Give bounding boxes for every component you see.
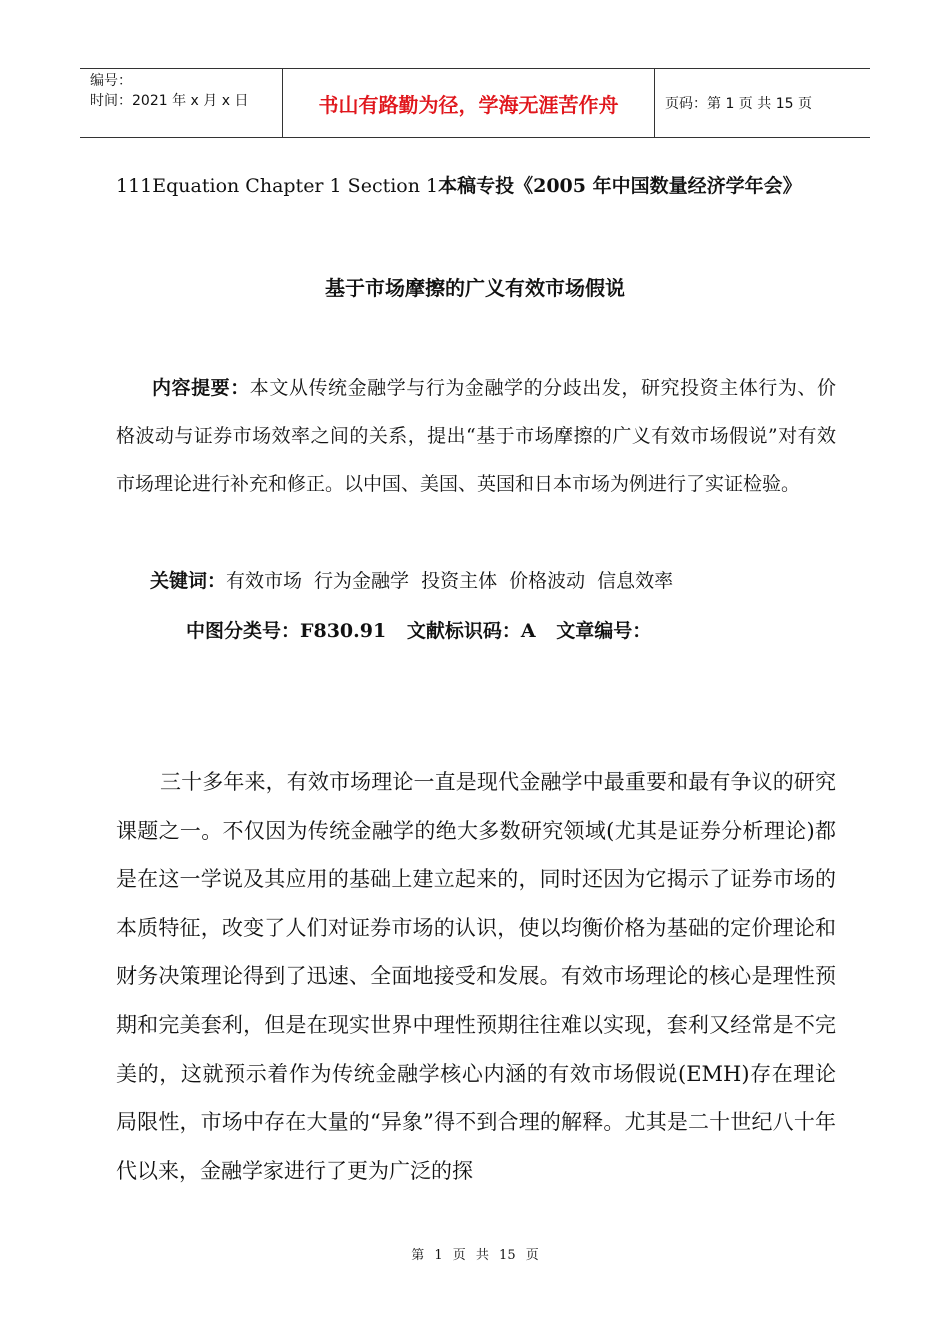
document-code: 文献标识码：A	[406, 620, 536, 642]
keywords-label: 关键词：	[150, 570, 227, 592]
header-motto: 书山有路勤为径，学海无涯苦作舟	[282, 69, 655, 137]
header-page-info: 页码：第 1 页 共 15 页	[665, 96, 812, 112]
header-time-label: 时间：2021 年 x 月 x 日	[90, 93, 249, 109]
conference-note: 本稿专投《2005 年中国数量经济学年会》	[438, 175, 802, 197]
document-header	[80, 68, 870, 138]
page-footer: 第 1 页 共 15 页	[411, 1248, 539, 1263]
abstract-label: 内容提要：	[152, 377, 250, 399]
abstract	[116, 364, 836, 508]
clc-number: 中图分类号：F830.91	[186, 620, 387, 642]
body-paragraph: 三十多年来，有效市场理论一直是现代金融学中最重要和最有争议的研究课题之一。不仅因为传统金融学的绝大多数研究领域(尤其是证券分析理论)都是在这一学说及其应用的基础上建立起来的，同时还因为它揭示了证券市场的本质特征，改变了人们对证券市场的认识，使以均衡价格为基础的定价理论和财务决策理论得到了迅速、全面地接受和发展。有效市场理论的核心是理性预期和完美套利，但是在现实世界中理性预期往往难以实现，套利又经常是不完美的，这就预示着作为传统金融学核心内涵的有效市场假说(EMH)存在理论局限性，市场中存在大量的“异象”得不到合理的解释。尤其是二十世纪八十年代以来，金融学家进行了更为广泛的探	[116, 770, 836, 1183]
conference-line	[116, 171, 856, 198]
header-number-label: 编号：	[90, 73, 132, 89]
keywords	[150, 566, 673, 593]
keywords-text: 有效市场 行为金融学 投资主体 价格波动 信息效率	[226, 570, 674, 592]
abstract-text: 本文从传统金融学与行为金融学的分歧出发，研究投资主体行为、价格波动与证券市场效率之间的关系，提出“基于市场摩擦的广义有效市场假说”对有效市场理论进行补充和修正。以中国、美国、英国和日本市场为例进行了实证检验。	[116, 377, 836, 495]
equation-field-prefix: 111Equation Chapter 1 Section 1	[116, 175, 439, 197]
header-meta	[80, 69, 282, 137]
paper-title: 基于市场摩擦的广义有效市场假说	[325, 276, 625, 300]
classification-line	[186, 616, 665, 643]
article-number: 文章编号：	[556, 620, 652, 642]
